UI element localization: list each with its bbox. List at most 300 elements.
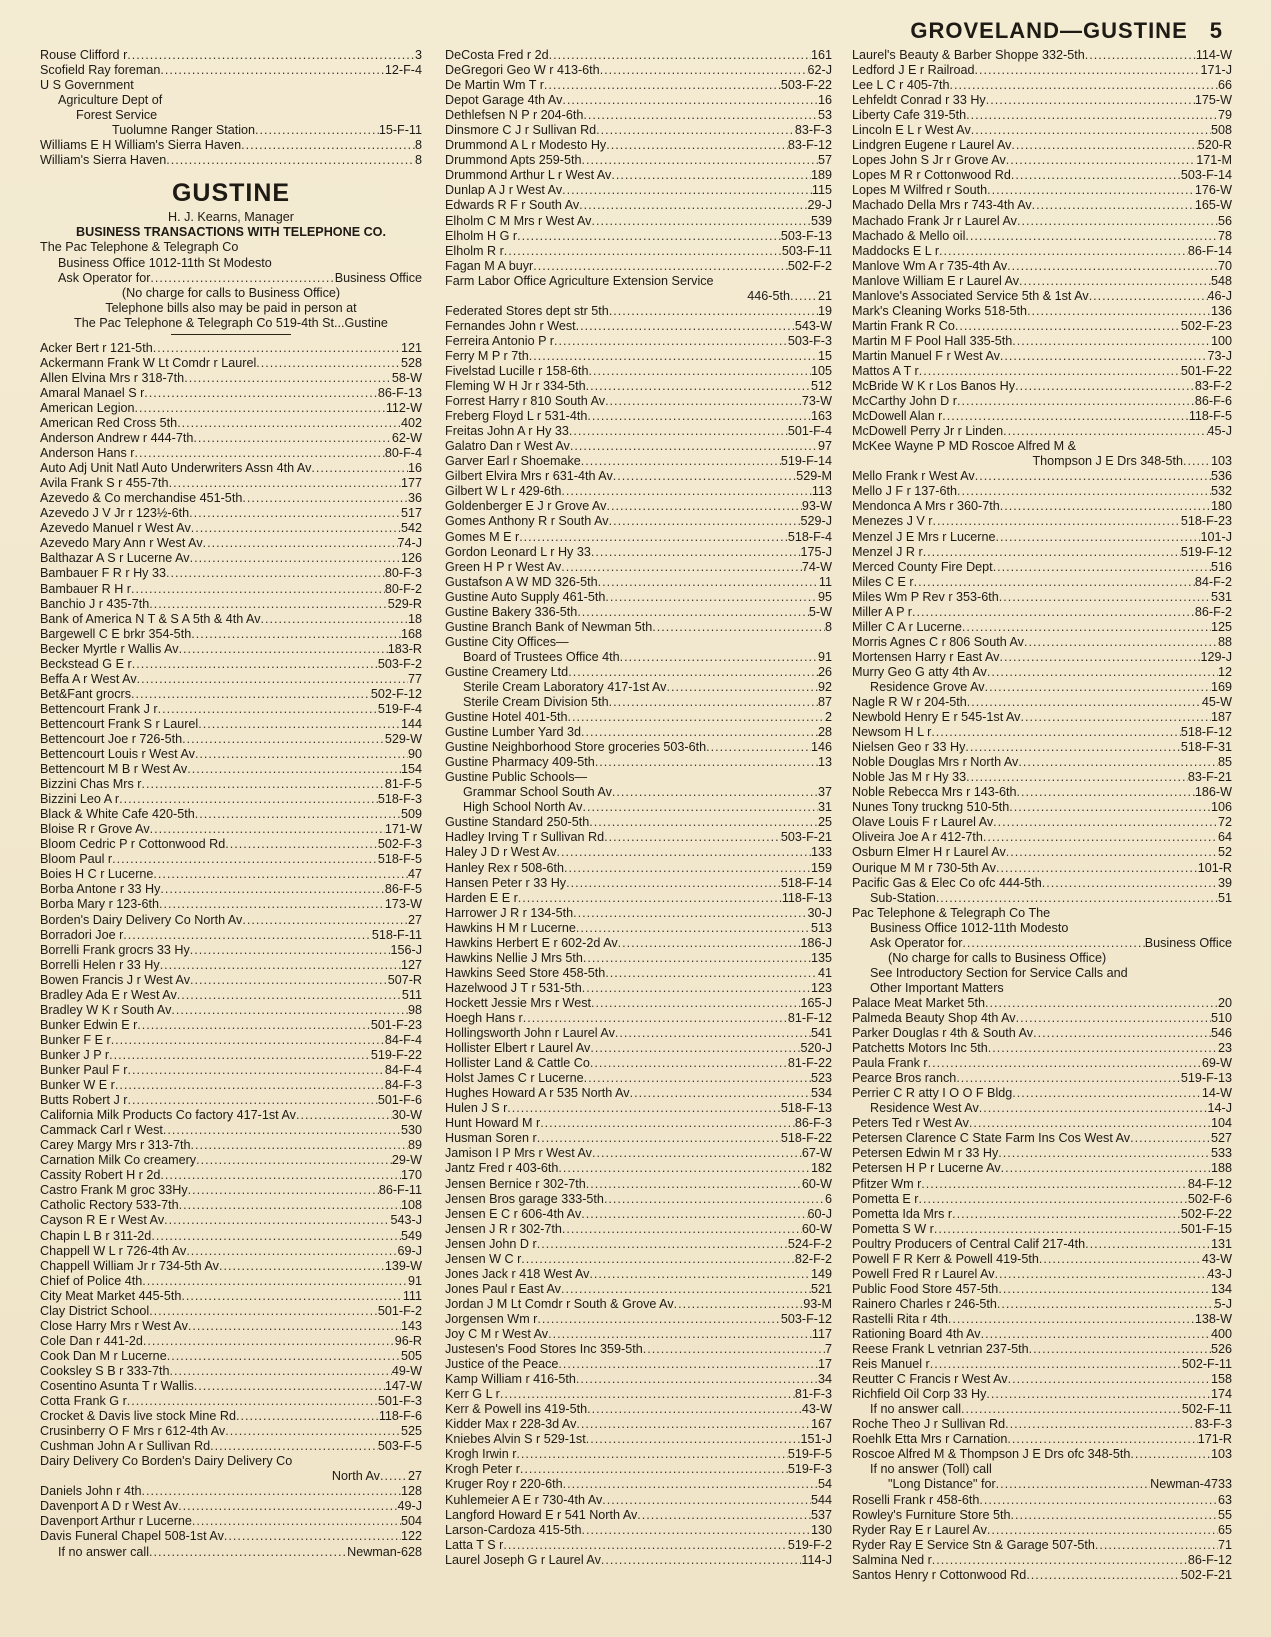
listing-number: 63 xyxy=(1217,1492,1232,1507)
dot-leader xyxy=(942,409,1189,424)
dot-leader xyxy=(178,1499,397,1514)
listing-number: 512 xyxy=(810,379,832,394)
listing-name: Bettencourt Frank J r xyxy=(40,701,158,716)
listing-name: Drummond A L r Modesto Hy xyxy=(445,138,607,153)
listing-number: 549 xyxy=(400,1228,422,1243)
listing-entry xyxy=(445,1327,832,1342)
page-number: 5 xyxy=(1209,18,1223,43)
listing-number: 84-F-2 xyxy=(1194,574,1232,589)
listing-entry xyxy=(445,891,832,906)
listing-number: 543-W xyxy=(794,318,832,333)
listing-number: 170 xyxy=(400,1168,422,1183)
listing-name: Pometta S W r xyxy=(852,1221,934,1236)
listing-name: Mark's Cleaning Works 518-5th xyxy=(852,303,1028,318)
bills-note-1: Telephone bills also may be paid in person at xyxy=(105,300,357,315)
listing-entry xyxy=(852,484,1232,499)
dot-leader xyxy=(159,897,385,912)
dot-leader xyxy=(242,913,408,928)
listing-number: 86-F-14 xyxy=(1187,243,1232,258)
dot-leader xyxy=(596,123,795,138)
listing-entry xyxy=(40,1319,422,1334)
listing-entry xyxy=(40,1168,422,1183)
listing-number: 52 xyxy=(1217,845,1232,860)
listing-entry xyxy=(852,845,1232,860)
listing-number: 136 xyxy=(1210,303,1232,318)
listing-entry xyxy=(852,1493,1232,1508)
listing-entry xyxy=(852,319,1232,334)
listing-name: Azevedo Manuel r West Av xyxy=(40,521,191,536)
listing-name: Machado Della Mrs r 743-4th Av xyxy=(852,198,1032,213)
listing-number: 81-F-3 xyxy=(794,1387,832,1402)
listing-name: Bank of America N T & S A 5th & 4th Av xyxy=(40,611,261,626)
listing-number: 138-W xyxy=(1194,1311,1232,1326)
dot-leader xyxy=(582,153,818,168)
listing-entry xyxy=(852,229,1232,244)
listing-entry xyxy=(40,1033,422,1048)
listing-entry xyxy=(40,928,422,943)
listing-number: 83-F-12 xyxy=(787,138,832,153)
listing-name: Harrower J R r 134-5th xyxy=(445,905,574,920)
listing-name: Menzel J R r xyxy=(852,544,923,559)
listing-number: 504 xyxy=(400,1514,422,1529)
listing-name: Kuhlemeier A E r 730-4th Av xyxy=(445,1492,603,1507)
listing-name: American Legion xyxy=(40,400,135,415)
listing-name: Hawkins Seed Store 458-5th xyxy=(445,965,606,980)
listing-number: 518-F-31 xyxy=(1180,740,1232,755)
listing-entry xyxy=(852,1402,1232,1417)
dot-leader xyxy=(112,852,378,867)
dot-leader xyxy=(790,289,818,304)
listing-name: Miles Wm P Rev r 353-6th xyxy=(852,589,999,604)
dot-leader xyxy=(137,672,408,687)
listing-number: 8 xyxy=(414,138,422,153)
listing-entry xyxy=(445,1387,832,1402)
dot-leader xyxy=(149,597,387,612)
listing-number: 104 xyxy=(1210,1116,1232,1131)
listing-name: Powell F R Kerr & Powell 419-5th xyxy=(852,1251,1039,1266)
listing-entry xyxy=(852,755,1232,770)
listing-entry xyxy=(40,1334,422,1349)
listing-number: 81-F-5 xyxy=(384,777,422,792)
listing-name: Hanley Rex r 508-6th xyxy=(445,860,565,875)
listing-number: 501-F-3 xyxy=(377,1394,422,1409)
dot-leader xyxy=(504,244,782,259)
dot-leader xyxy=(164,1213,390,1228)
listing-entry xyxy=(445,379,832,394)
listing-number: 146 xyxy=(810,740,832,755)
listing-entry xyxy=(852,815,1232,830)
dot-leader xyxy=(191,627,401,642)
gustine-listings-l-s xyxy=(852,48,1232,1583)
listing-entry xyxy=(852,1192,1232,1207)
dot-leader xyxy=(988,1041,1218,1056)
listing-name: Beckstead G E r xyxy=(40,656,132,671)
dot-leader xyxy=(652,620,825,635)
dot-leader xyxy=(142,1484,401,1499)
dot-leader xyxy=(160,882,384,897)
listing-entry xyxy=(445,229,832,244)
listing-entry xyxy=(40,1409,422,1424)
listing-entry xyxy=(445,590,832,605)
dot-leader xyxy=(141,777,384,792)
listing-number: 86-F-11 xyxy=(378,1183,422,1198)
listing-number: 11 xyxy=(818,574,832,589)
listing-name: Auto Adj Unit Natl Auto Underwriters Assn 4th Av xyxy=(40,461,312,476)
listing-name: Hockett Jessie Mrs r West xyxy=(445,995,592,1010)
listing-entry xyxy=(445,725,832,740)
dot-leader xyxy=(985,996,1218,1011)
listing-name: Amaral Manael S r xyxy=(40,385,145,400)
business-heading: BUSINESS TRANSACTIONS WITH TELEPHONE CO. xyxy=(76,225,386,240)
listing-number: 25 xyxy=(817,815,832,830)
listing-name: Machado Frank Jr r Laurel Av xyxy=(852,213,1017,228)
listing-number: 502-F-23 xyxy=(1180,318,1232,333)
listing-name: Ferreira Antonio P r xyxy=(445,333,554,348)
listing-name: Acker Bert r 121-5th xyxy=(40,340,153,355)
listing-name: Laurel's Beauty & Barber Shoppe 332-5th xyxy=(852,48,1085,62)
dot-leader xyxy=(576,1417,811,1432)
listing-name: William's Sierra Haven xyxy=(40,153,167,168)
listing-entry xyxy=(445,861,832,876)
listing-number: 13 xyxy=(817,755,832,770)
dot-leader xyxy=(615,1026,811,1041)
listing-name: Morris Agnes C r 806 South Av xyxy=(852,634,1024,649)
dot-leader xyxy=(921,1177,1188,1192)
listing-entry xyxy=(445,575,832,590)
dot-leader xyxy=(191,521,401,536)
listing-name: Cassity Robert H r 2d xyxy=(40,1168,161,1183)
listing-number: 84-F-12 xyxy=(1187,1176,1232,1191)
dot-leader xyxy=(971,123,1211,138)
listing-number: 43-W xyxy=(801,1402,832,1417)
dot-leader xyxy=(111,1033,385,1048)
dot-leader xyxy=(986,1387,1211,1402)
listing-entry xyxy=(445,1523,832,1538)
listing-name: Bet&Fant grocrs xyxy=(40,686,131,701)
listing-number: 186-J xyxy=(800,935,832,950)
listing-number: 128 xyxy=(400,1484,422,1499)
listing-number: 521 xyxy=(810,1281,832,1296)
listing-entry xyxy=(445,695,832,710)
listing-number: 502-F-6 xyxy=(1187,1191,1232,1206)
dot-leader xyxy=(936,891,1218,906)
dot-leader xyxy=(1006,153,1197,168)
listing-name: Palace Meat Market 5th xyxy=(852,995,985,1010)
listing-entry xyxy=(852,168,1232,183)
listing-number: 126 xyxy=(400,551,422,566)
dot-leader xyxy=(601,1553,802,1568)
listing-name: Forrest Harry r 810 South Av xyxy=(445,394,606,409)
listing-text: Gustine City Offices— xyxy=(445,634,569,649)
dot-leader xyxy=(181,1289,402,1304)
listing-name: Chappell W L r 726-4th Av xyxy=(40,1243,187,1258)
listing-number: 88 xyxy=(1217,634,1232,649)
listing-name: Rowley's Furniture Store 5th xyxy=(852,1507,1011,1522)
dot-leader xyxy=(1000,349,1208,364)
listing-number: 57 xyxy=(817,153,832,168)
listing-entry xyxy=(852,289,1232,304)
dot-leader xyxy=(1006,845,1218,860)
dot-leader xyxy=(1012,334,1211,349)
dot-leader xyxy=(1085,1237,1211,1252)
listing-name: Dethlefsen N P r 204-6th xyxy=(445,108,584,123)
listing-name: Elholm H G r xyxy=(445,228,518,243)
listing-number: 14-W xyxy=(1201,1086,1232,1101)
dot-leader xyxy=(576,319,795,334)
dot-leader xyxy=(956,1071,1181,1086)
dot-leader xyxy=(997,1297,1215,1312)
listing-entry xyxy=(445,1207,832,1222)
listing-entry xyxy=(445,740,832,755)
listing-name: Davenport A D r West Av xyxy=(40,1499,179,1514)
dot-leader xyxy=(190,943,391,958)
listing-name: Cayson R E r West Av xyxy=(40,1213,165,1228)
listing-entry xyxy=(445,1477,832,1492)
dot-leader xyxy=(519,530,788,545)
listing-name: Bradley W K r South Av xyxy=(40,1002,172,1017)
dot-leader xyxy=(503,1538,788,1553)
listing-number: 528 xyxy=(400,355,422,370)
listing-number: 149 xyxy=(810,1266,832,1281)
listing-name: Murry Geo G atty 4th Av xyxy=(852,664,987,679)
listing-entry xyxy=(445,394,832,409)
listing-number: 64 xyxy=(1217,830,1232,845)
listing-number: 103 xyxy=(1210,454,1232,469)
listing-number: 511 xyxy=(401,987,422,1002)
listing-name: Rationing Board 4th Av xyxy=(852,1326,981,1341)
dot-leader xyxy=(1011,168,1181,183)
listing-name: Azevedo & Co merchandise 451-5th xyxy=(40,491,243,506)
dot-leader xyxy=(981,1327,1211,1342)
listing-number: 60-W xyxy=(801,1221,832,1236)
listing-entry xyxy=(852,349,1232,364)
listing-number: 502-F-22 xyxy=(1180,1206,1232,1221)
listing-number: 96-R xyxy=(394,1333,422,1348)
listing-number: 8 xyxy=(824,619,832,634)
listing-name: Fivelstad Lucille r 158-6th xyxy=(445,363,589,378)
listing-name: Thompson J E Drs 348-5th xyxy=(1032,454,1183,469)
listing-entry xyxy=(445,650,832,665)
listing-name: Sub-Station xyxy=(870,890,936,905)
dot-leader xyxy=(160,1168,401,1183)
listing-name: If no answer call xyxy=(870,1402,961,1417)
listing-number: 519-F-22 xyxy=(370,1047,422,1062)
listing-entry xyxy=(445,214,832,229)
listing-name: If no answer call xyxy=(58,1544,149,1559)
listing-number: 77 xyxy=(407,671,422,686)
listing-name: Hoegh Hans r xyxy=(445,1011,523,1025)
listing-entry xyxy=(445,1267,832,1282)
listing-name: Jones Paul r East Av xyxy=(445,1281,561,1296)
listing-text: Agriculture Dept of xyxy=(58,93,163,108)
listing-number: 531 xyxy=(1210,589,1232,604)
listing-entry xyxy=(852,1312,1232,1327)
listing-name: Lincoln E L r West Av xyxy=(852,123,971,138)
listing-name: Bambauer R H r xyxy=(40,581,131,596)
dot-leader xyxy=(192,1514,401,1529)
dot-leader xyxy=(566,876,781,891)
listing-name: Mello Frank r West Av xyxy=(852,469,975,484)
listing-name: Davenport Arthur r Lucerne xyxy=(40,1514,192,1529)
listing-entry xyxy=(852,499,1232,514)
listing-number: 131 xyxy=(1210,1236,1232,1251)
listing-entry xyxy=(445,620,832,635)
listing-number: 175-J xyxy=(800,544,832,559)
listing-text: Dairy Delivery Co Borden's Dairy Delivery Co xyxy=(40,1454,293,1469)
listing-entry xyxy=(445,830,832,845)
listing-entry xyxy=(852,1342,1232,1357)
dot-leader xyxy=(169,476,401,491)
listing-entry xyxy=(852,1056,1232,1071)
listing-entry xyxy=(852,1011,1232,1026)
listing-entry xyxy=(852,1267,1232,1282)
listing-number: 503-F-3 xyxy=(787,333,832,348)
listing-name: Bettencourt Louis r West Av xyxy=(40,747,195,762)
listing-entry xyxy=(445,680,832,695)
listing-entry xyxy=(445,845,832,860)
dot-leader xyxy=(563,1477,818,1492)
listing-name: Pfitzer Wm r xyxy=(852,1176,922,1191)
listing-name: Petersen Clarence C State Farm Ins Cos West Av xyxy=(852,1131,1131,1146)
listing-number: 87 xyxy=(817,695,832,710)
listing-name: Bloom Cedric P r Cottonwood Rd xyxy=(40,837,226,852)
dot-leader xyxy=(115,1078,385,1093)
listing-number: 175-W xyxy=(1194,93,1232,108)
listing-entry xyxy=(40,672,422,687)
listing-number: 118-F-13 xyxy=(781,890,832,905)
dot-leader xyxy=(605,966,818,981)
listing-name: Castro Frank M groc 33Hy xyxy=(40,1183,188,1198)
dot-leader xyxy=(170,1364,392,1379)
listing-number: 517 xyxy=(400,506,422,521)
listing-entry xyxy=(40,1078,422,1093)
listing-number: 41 xyxy=(817,965,832,980)
listing-number: 101-R xyxy=(1197,860,1232,875)
dot-leader xyxy=(586,1177,802,1192)
dot-leader xyxy=(158,702,378,717)
listing-name: Hulen J S r xyxy=(445,1101,508,1116)
listing-entry xyxy=(40,1093,422,1108)
listing-name: Salmina Ned r xyxy=(852,1552,932,1567)
dot-leader xyxy=(962,936,1144,951)
listing-number: 501-F-22 xyxy=(1180,363,1232,378)
listing-name: Borrelli Helen r 33 Hy xyxy=(40,957,160,972)
dot-leader xyxy=(135,401,386,416)
listing-name: Crusinberry O F Mrs r 612-4th Av xyxy=(40,1424,226,1439)
listing-number: 60-W xyxy=(801,1176,832,1191)
listing-number: 518-F-23 xyxy=(1180,514,1232,529)
listing-number: 518-F-14 xyxy=(780,875,832,890)
dot-leader xyxy=(933,514,1181,529)
listing-name: Gustine Pharmacy 409-5th xyxy=(445,755,595,770)
listing-name: Residence West Av xyxy=(870,1101,979,1116)
listing-name: Kruger Roy r 220-6th xyxy=(445,1477,563,1492)
listing-entry xyxy=(852,1026,1232,1041)
listing-name: Justesen's Food Stores Inc 359-5th xyxy=(445,1342,643,1357)
dot-leader xyxy=(1130,1447,1211,1462)
listing-name: Holst James C r Lucerne xyxy=(445,1071,584,1086)
listing-number: 19 xyxy=(817,303,832,318)
dot-leader xyxy=(144,386,378,401)
listing-name: Roehlk Etta Mrs r Carnation xyxy=(852,1432,1008,1447)
listing-name: McBride W K r Los Banos Hy xyxy=(852,379,1016,394)
dot-leader xyxy=(1003,424,1207,439)
listing-entry xyxy=(40,1138,422,1153)
dot-leader xyxy=(966,108,1218,123)
dot-leader xyxy=(194,1379,385,1394)
dot-leader xyxy=(912,605,1195,620)
listing-entry xyxy=(445,1011,832,1026)
listing-entry xyxy=(445,1161,832,1176)
listing-name: Ask Operator for xyxy=(870,935,963,950)
listing-entry xyxy=(852,1387,1232,1402)
dot-leader xyxy=(591,214,811,229)
listing-number: 171-J xyxy=(1200,63,1232,78)
listing-name: Cotta Frank G r xyxy=(40,1394,127,1409)
listing-entry xyxy=(445,1131,832,1146)
listing-entry xyxy=(852,680,1232,695)
listing-entry xyxy=(40,566,422,581)
dot-leader xyxy=(190,1138,408,1153)
listing-entry xyxy=(852,78,1232,93)
dot-leader xyxy=(998,1146,1211,1161)
dot-leader xyxy=(153,867,408,882)
listing-entry xyxy=(40,1123,422,1138)
listing-entry xyxy=(445,1493,832,1508)
listing-text: (No charge for calls to Business Office) xyxy=(888,950,1107,965)
listing-name: Edwards R F r South Av xyxy=(445,198,580,213)
listing-name: Perrier C R atty I O O F Bldg xyxy=(852,1086,1013,1101)
listing-number: 121 xyxy=(400,340,422,355)
dot-leader xyxy=(595,755,818,770)
listing-entry xyxy=(852,1327,1232,1342)
listing-entry xyxy=(852,605,1232,620)
listing-entry xyxy=(40,1514,422,1529)
listing-entry xyxy=(852,1086,1232,1101)
listing-name: Gustine Standard 250-5th xyxy=(445,815,590,830)
listing-number: 45-J xyxy=(1207,424,1232,439)
listing-number: 43-W xyxy=(1201,1251,1232,1266)
listing-name: Federated Stores dept str 5th xyxy=(445,303,609,318)
dot-leader xyxy=(975,63,1201,78)
listing-entry xyxy=(445,454,832,469)
listing-name: Paula Frank r xyxy=(852,1056,928,1071)
running-head xyxy=(910,18,1223,44)
listing-name: Cosentino Asunta T r Wallis xyxy=(40,1378,194,1393)
dot-leader xyxy=(137,1018,371,1033)
listing-number: 5-W xyxy=(808,604,832,619)
dot-leader xyxy=(995,1267,1208,1282)
listing-number: 113 xyxy=(811,484,832,499)
listing-number: 503-F-5 xyxy=(377,1439,422,1454)
listing-name: Nunes Tony truckng 510-5th xyxy=(852,800,1010,815)
listing-name: Jamison I P Mrs r West Av xyxy=(445,1146,592,1161)
dot-leader xyxy=(537,1312,781,1327)
listing-entry xyxy=(852,1553,1232,1568)
dot-leader xyxy=(1007,1432,1197,1447)
listing-number: 70 xyxy=(1217,258,1232,273)
listing-number: 183-R xyxy=(387,641,422,656)
listing-entry xyxy=(445,1026,832,1041)
dot-leader xyxy=(996,861,1198,876)
dot-leader xyxy=(613,469,797,484)
dot-leader xyxy=(225,1424,401,1439)
listing-name: California Milk Products Co factory 417-1st Av xyxy=(40,1108,296,1123)
listing-number: 541 xyxy=(810,1026,832,1041)
dot-leader xyxy=(666,680,818,695)
listing-number: 51 xyxy=(1217,890,1232,905)
listing-number: 83-F-3 xyxy=(794,123,832,138)
